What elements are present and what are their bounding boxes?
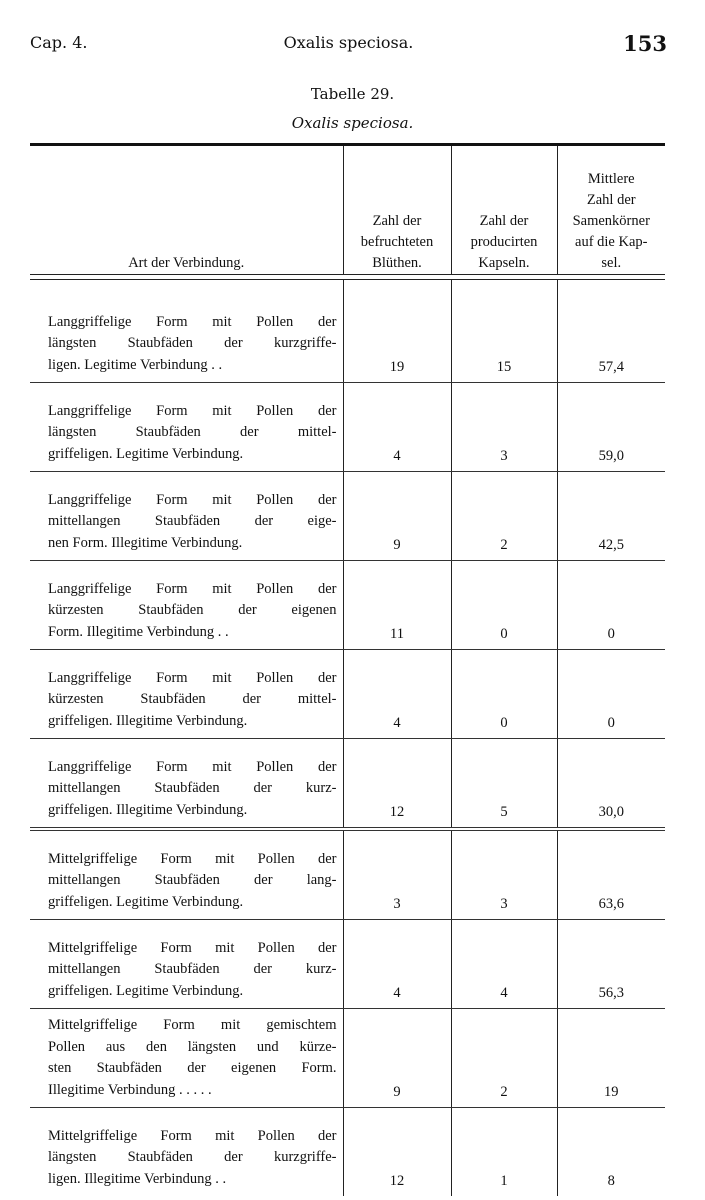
description-line: Langgriffelige Form mit Pollen der <box>48 758 337 775</box>
connection-description <box>30 650 343 739</box>
description-line: griffeligen. Legitime Verbindung. <box>48 445 244 462</box>
description-line: ligen. Illegitime Verbindung . . <box>48 1170 227 1187</box>
table-row <box>30 472 665 561</box>
column-header-line: Zahl der <box>586 192 636 208</box>
description-line: längsten Staubfäden der mittel- <box>48 424 337 440</box>
connection-description <box>30 829 343 920</box>
capsules-value: 2 <box>451 472 557 561</box>
page-number: 153 <box>623 31 667 56</box>
column-header-line: Zahl der <box>372 213 422 229</box>
fertilized-flowers-value: 4 <box>343 650 451 739</box>
column-header-line: Zahl der <box>479 213 529 229</box>
chapter-label: Cap. 4. <box>30 33 88 52</box>
table-row <box>30 739 665 830</box>
table-number: Tabelle 29. <box>310 85 395 103</box>
connection-description <box>30 383 343 472</box>
column-header-line: Samenkörner <box>572 213 650 229</box>
column-header-flowers <box>343 146 451 275</box>
table-row <box>30 829 665 920</box>
mean-seeds-value: 57,4 <box>557 280 665 383</box>
table-row <box>30 1108 665 1197</box>
connection-description <box>30 561 343 650</box>
column-header-seeds <box>557 146 665 275</box>
capsules-value: 15 <box>451 280 557 383</box>
description-line: Langgriffelige Form mit Pollen der <box>48 491 337 508</box>
connection-description <box>30 1108 343 1197</box>
description-line: längsten Staubfäden der kurzgriffe- <box>48 1149 337 1165</box>
table-row <box>30 561 665 650</box>
fertilized-flowers-value: 12 <box>343 739 451 830</box>
column-header-line: Mittlere <box>587 171 635 187</box>
description-line: griffeligen. Illegitime Verbindung. <box>48 712 248 729</box>
description-line: Form. Illegitime Verbindung . . <box>48 623 229 640</box>
table-title: Oxalis speciosa. <box>291 114 414 132</box>
fertilized-flowers-value: 3 <box>343 829 451 920</box>
description-line: mittellangen Staubfäden der kurz- <box>48 961 337 977</box>
connection-description <box>30 920 343 1009</box>
running-title: Oxalis speciosa. <box>283 33 414 52</box>
description-line: griffeligen. Legitime Verbindung. <box>48 893 244 910</box>
column-header-line: Kapseln. <box>478 255 530 271</box>
fertilized-flowers-value: 9 <box>343 472 451 561</box>
description-line: längsten Staubfäden der kurzgriffe- <box>48 335 337 351</box>
connection-description <box>30 280 343 383</box>
connection-description <box>30 472 343 561</box>
mean-seeds-value: 0 <box>557 561 665 650</box>
mean-seeds-value: 30,0 <box>557 739 665 830</box>
capsules-value: 0 <box>451 561 557 650</box>
fertilized-flowers-value: 12 <box>343 1108 451 1197</box>
description-line: Langgriffelige Form mit Pollen der <box>48 402 337 419</box>
connection-description <box>30 1009 343 1108</box>
mean-seeds-value: 56,3 <box>557 920 665 1009</box>
column-header-line: Blüthen. <box>372 255 422 271</box>
column-header-line: Art der Verbindung. <box>128 255 245 271</box>
table-row <box>30 650 665 739</box>
mean-seeds-value: 63,6 <box>557 829 665 920</box>
fertilized-flowers-value: 9 <box>343 1009 451 1108</box>
description-line: Langgriffelige Form mit Pollen der <box>48 580 337 597</box>
connection-description <box>30 739 343 830</box>
description-line: Mittelgriffelige Form mit Pollen der <box>48 1127 337 1144</box>
table-row <box>30 920 665 1009</box>
column-header-line: producirten <box>470 234 538 250</box>
column-header-line: auf die Kap- <box>575 234 648 250</box>
column-header-capsules <box>451 146 557 275</box>
description-line: Mittelgriffelige Form mit Pollen der <box>48 850 337 867</box>
description-line: sten Staubfäden der eigenen Form. <box>48 1060 337 1076</box>
fertilized-flowers-value: 4 <box>343 383 451 472</box>
description-line: nen Form. Illegitime Verbindung. <box>48 534 243 551</box>
mean-seeds-value: 59,0 <box>557 383 665 472</box>
mean-seeds-value: 8 <box>557 1108 665 1197</box>
capsules-value: 1 <box>451 1108 557 1197</box>
column-header-line: sel. <box>601 255 622 271</box>
capsules-value: 3 <box>451 383 557 472</box>
fertilized-flowers-value: 19 <box>343 280 451 383</box>
mean-seeds-value: 42,5 <box>557 472 665 561</box>
description-line: Mittelgriffelige Form mit Pollen der <box>48 939 337 956</box>
description-line: kürzesten Staubfäden der eigenen <box>48 602 337 618</box>
header-row <box>30 146 665 275</box>
table-row <box>30 1009 665 1108</box>
capsules-value: 5 <box>451 739 557 830</box>
table-row <box>30 383 665 472</box>
description-line: Illegitime Verbindung . . . . . <box>48 1081 212 1098</box>
description-line: Pollen aus den längsten und kürze- <box>48 1038 337 1055</box>
description-line: Langgriffelige Form mit Pollen der <box>48 669 337 686</box>
mean-seeds-value: 0 <box>557 650 665 739</box>
description-line: griffeligen. Legitime Verbindung. <box>48 982 244 999</box>
description-line: mittellangen Staubfäden der eige- <box>48 513 337 529</box>
description-line: kürzesten Staubfäden der mittel- <box>48 691 337 707</box>
data-table <box>30 146 665 1196</box>
mean-seeds-value: 19 <box>557 1009 665 1108</box>
description-line: Mittelgriffelige Form mit gemischtem <box>48 1017 337 1033</box>
fertilized-flowers-value: 11 <box>343 561 451 650</box>
running-head <box>30 33 667 59</box>
description-line: ligen. Legitime Verbindung . . <box>48 356 223 373</box>
table-row <box>30 280 665 383</box>
table-body <box>30 280 665 1197</box>
capsules-value: 0 <box>451 650 557 739</box>
description-line: Langgriffelige Form mit Pollen der <box>48 313 337 330</box>
column-header-connection <box>30 146 343 275</box>
capsules-value: 2 <box>451 1009 557 1108</box>
capsules-value: 4 <box>451 920 557 1009</box>
column-header-line: befruchteten <box>360 234 434 250</box>
description-line: mittellangen Staubfäden der kurz- <box>48 780 337 796</box>
capsules-value: 3 <box>451 829 557 920</box>
description-line: griffeligen. Illegitime Verbindung. <box>48 801 248 818</box>
description-line: mittellangen Staubfäden der lang- <box>48 872 337 888</box>
fertilized-flowers-value: 4 <box>343 920 451 1009</box>
